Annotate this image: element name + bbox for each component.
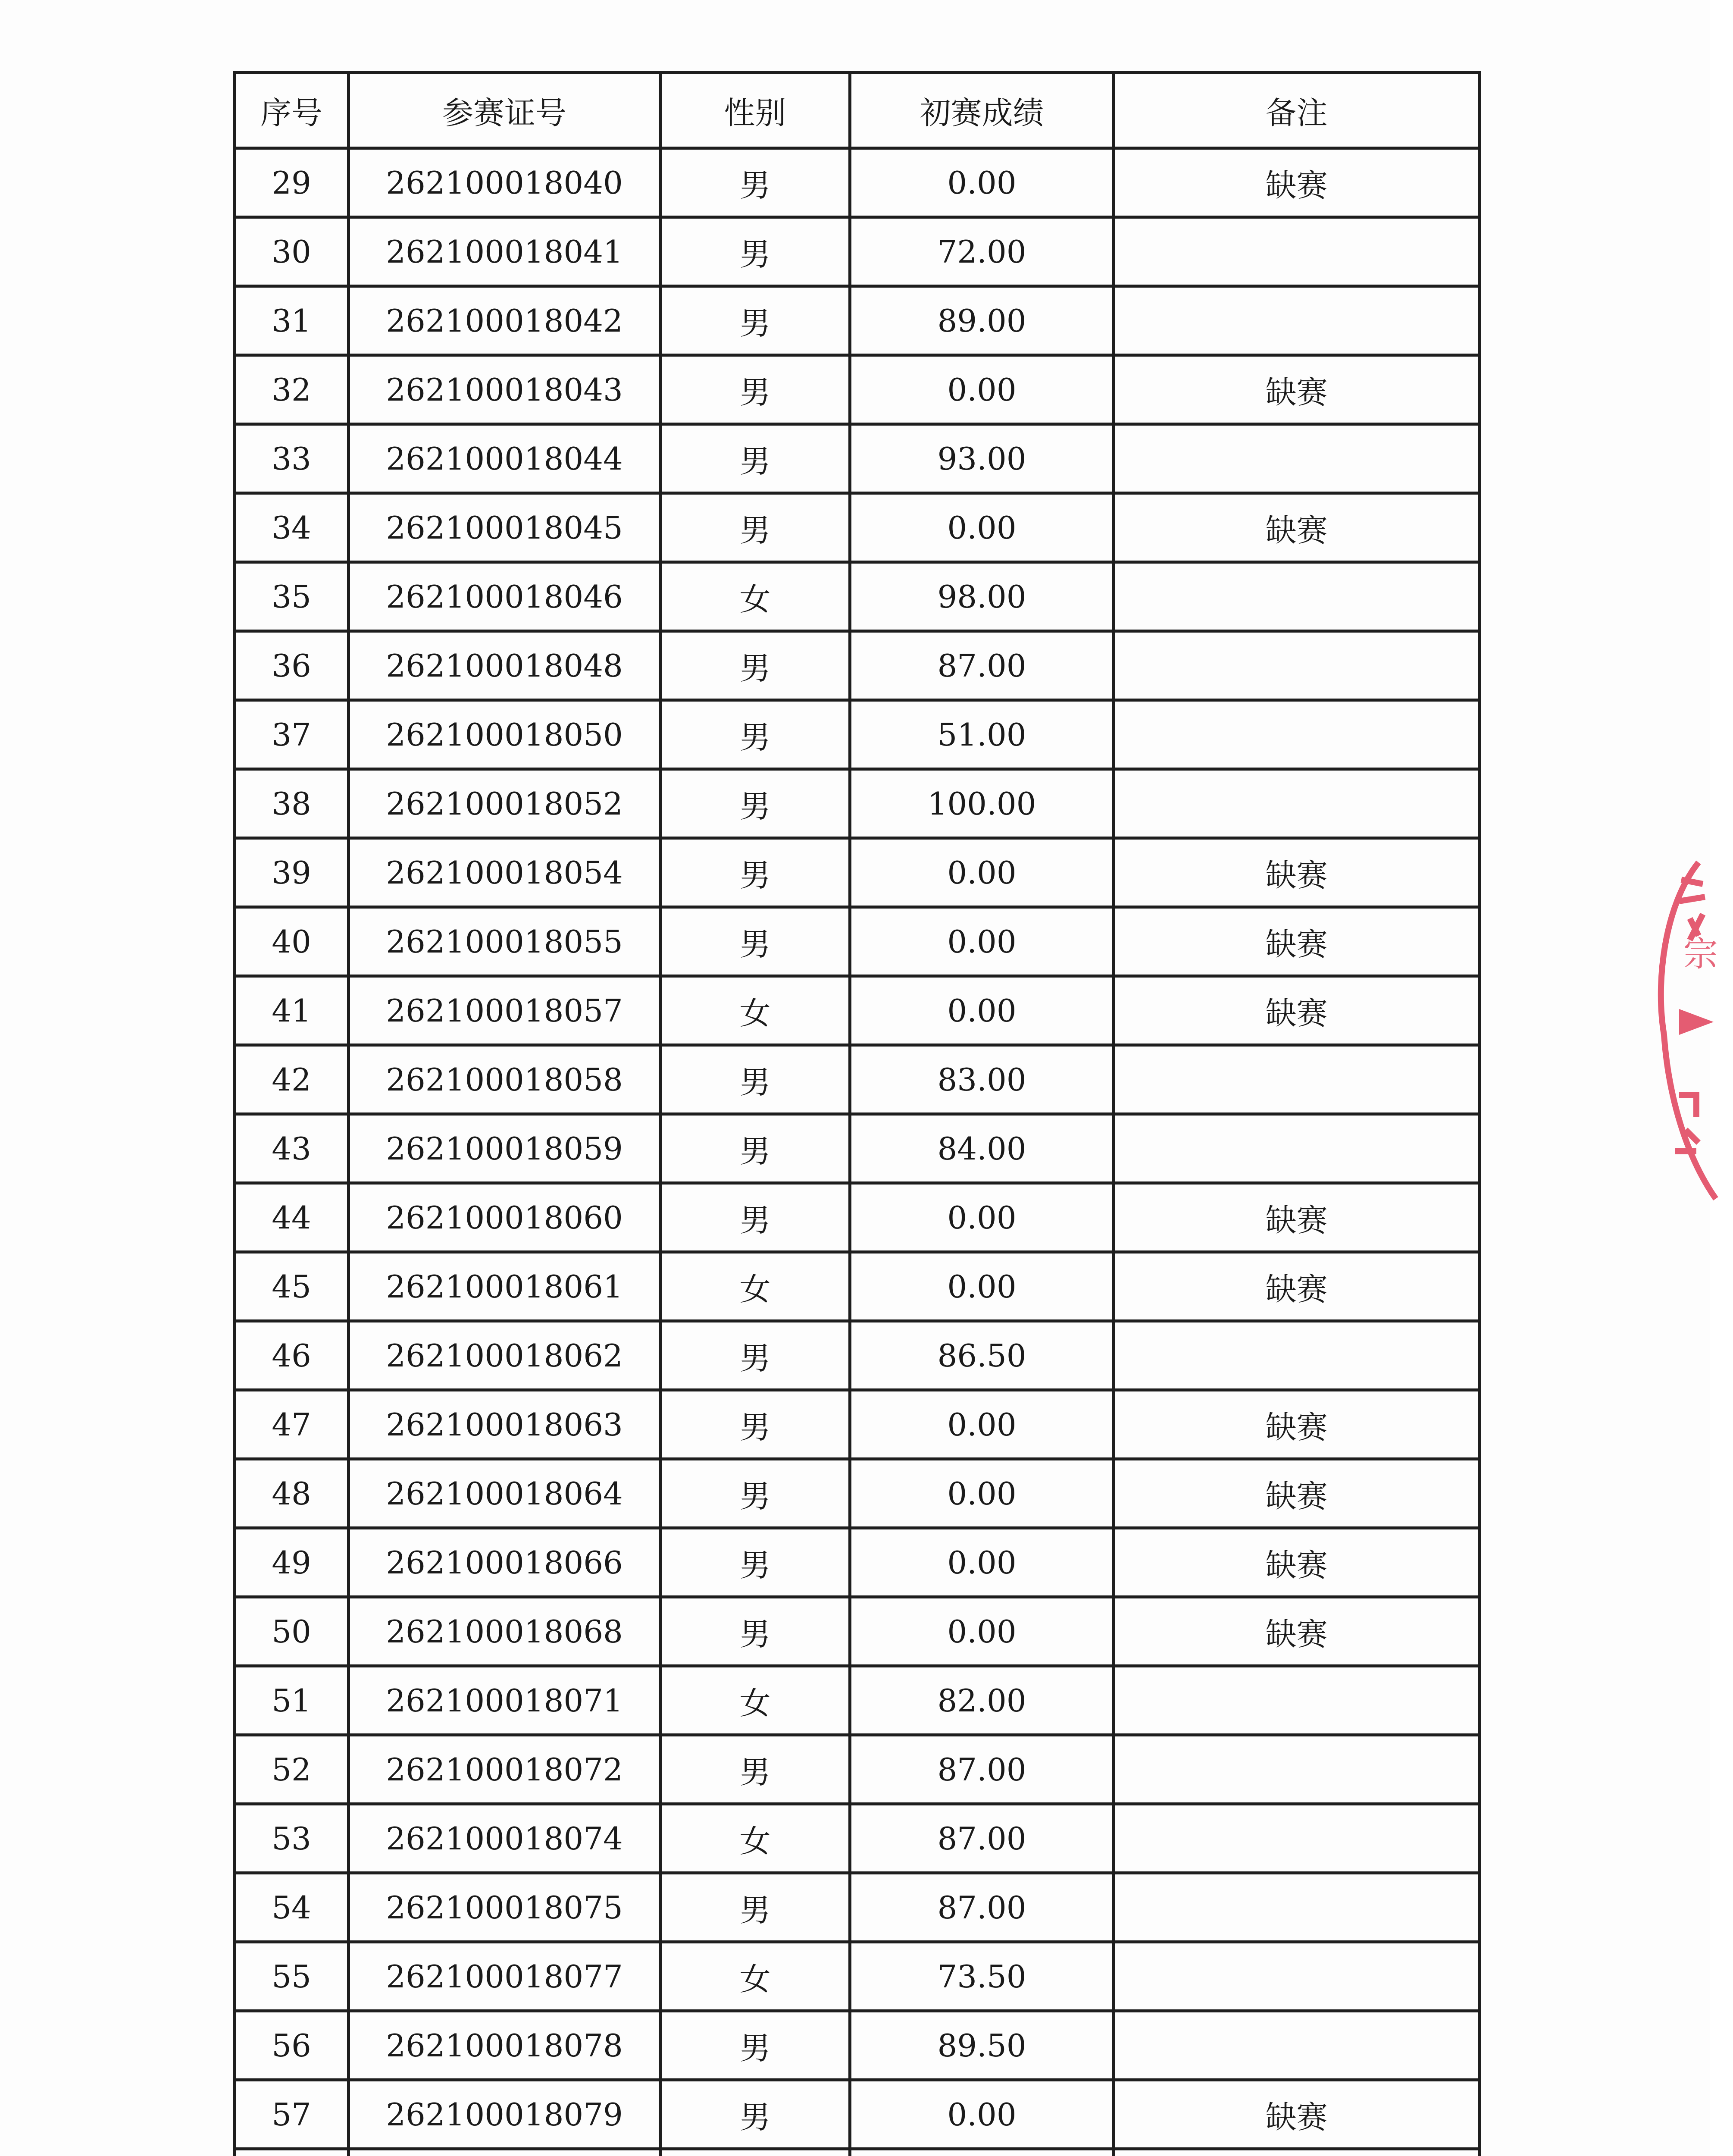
cell-remarks [1114,631,1480,700]
cell-preliminary-score: 51.00 [850,700,1114,769]
cell-seq: 52 [235,1735,349,1804]
cell-remarks [1114,1735,1480,1804]
cell-remarks: 缺赛 [1114,1390,1480,1459]
cell-seq: 29 [235,148,349,217]
cell-preliminary-score: 0.00 [850,1390,1114,1459]
cell-gender: 男 [660,217,850,286]
table-row [235,2011,1480,2080]
table-row [235,907,1480,976]
cell-remarks [1114,217,1480,286]
table-row [235,1528,1480,1597]
cell-preliminary-score: 87.00 [850,1804,1114,1873]
table-row [235,700,1480,769]
cell-remarks: 缺赛 [1114,1459,1480,1528]
cell-seq: 35 [235,562,349,631]
cell-remarks: 缺赛 [1114,1183,1480,1252]
table-row [235,493,1480,562]
cell-remarks [1114,769,1480,838]
cell-remarks [1114,1942,1480,2011]
cell-gender: 女 [660,1804,850,1873]
cell-preliminary-score: 0.00 [850,1183,1114,1252]
cell-preliminary-score: 73.50 [850,1942,1114,2011]
table-row [235,1252,1480,1321]
cell-remarks [1114,286,1480,355]
cell-seq: 31 [235,286,349,355]
cell-remarks: 缺赛 [1114,1597,1480,1666]
cell-gender: 男 [660,907,850,976]
cell-entry-number: 262100018077 [349,1942,660,2011]
cell-entry-number: 262100018057 [349,976,660,1045]
cell-remarks: 缺赛 [1114,148,1480,217]
score-table [233,71,1481,2156]
cell-gender: 男 [660,355,850,424]
cell-preliminary-score [850,2149,1114,2156]
table-body [235,148,1480,2156]
cell-entry-number: 262100018058 [349,1045,660,1114]
cell-entry-number: 262100018042 [349,286,660,355]
table-row [235,631,1480,700]
cell-gender: 男 [660,1183,850,1252]
cell-seq: 33 [235,424,349,493]
table-row [235,217,1480,286]
cell-remarks: 缺赛 [1114,355,1480,424]
cell-preliminary-score: 87.00 [850,1735,1114,1804]
cell-entry-number: 262100018063 [349,1390,660,1459]
cell-gender: 女 [660,976,850,1045]
cell-gender: 男 [660,2080,850,2149]
cell-seq: 37 [235,700,349,769]
cell-gender: 男 [660,1528,850,1597]
cell-remarks [1114,2011,1480,2080]
cell-preliminary-score: 82.00 [850,1666,1114,1735]
cell-seq: 48 [235,1459,349,1528]
table-row [235,148,1480,217]
table-row [235,769,1480,838]
cell-preliminary-score: 0.00 [850,2080,1114,2149]
cell-entry-number: 262100018060 [349,1183,660,1252]
table-row [235,1459,1480,1528]
cell-gender: 男 [660,286,850,355]
table-row [235,355,1480,424]
cell-entry-number: 262100018059 [349,1114,660,1183]
cell-gender: 男 [660,769,850,838]
cell-entry-number: 262100018072 [349,1735,660,1804]
cell-gender [660,2149,850,2156]
cell-preliminary-score: 0.00 [850,976,1114,1045]
cell-gender: 男 [660,1459,850,1528]
table-row [235,562,1480,631]
cell-preliminary-score: 87.00 [850,631,1114,700]
cell-seq: 36 [235,631,349,700]
cell-remarks [1114,700,1480,769]
cell-seq: 38 [235,769,349,838]
cell-entry-number: 262100018075 [349,1873,660,1942]
cell-remarks: 缺赛 [1114,2080,1480,2149]
cell-entry-number: 262100018050 [349,700,660,769]
table-row [235,1804,1480,1873]
cell-gender: 男 [660,838,850,907]
cell-gender: 男 [660,1321,850,1390]
cell-entry-number: 262100018054 [349,838,660,907]
cell-seq: 41 [235,976,349,1045]
cell-seq: 39 [235,838,349,907]
cell-preliminary-score: 0.00 [850,355,1114,424]
cell-entry-number: 262100018078 [349,2011,660,2080]
cell-entry-number: 262100018062 [349,1321,660,1390]
cell-entry-number: 262100018048 [349,631,660,700]
table-row [235,1183,1480,1252]
cell-entry-number: 262100018071 [349,1666,660,1735]
header-seq: 序号 [235,73,349,148]
cell-remarks: 缺赛 [1114,493,1480,562]
cell-preliminary-score: 0.00 [850,907,1114,976]
cell-remarks [1114,1666,1480,1735]
cell-preliminary-score: 0.00 [850,1252,1114,1321]
cell-preliminary-score: 0.00 [850,1528,1114,1597]
cell-entry-number: 262100018079 [349,2080,660,2149]
table-row [235,1114,1480,1183]
cell-seq: 47 [235,1390,349,1459]
cell-remarks [1114,1045,1480,1114]
cell-gender: 男 [660,148,850,217]
cell-gender: 男 [660,1597,850,1666]
cell-seq: 46 [235,1321,349,1390]
cell-remarks [1114,2149,1480,2156]
cell-seq: 30 [235,217,349,286]
cell-seq: 34 [235,493,349,562]
cell-remarks: 缺赛 [1114,976,1480,1045]
cell-gender: 男 [660,493,850,562]
cell-seq: 57 [235,2080,349,2149]
official-seal-fragment [1638,854,1733,1207]
cell-preliminary-score: 84.00 [850,1114,1114,1183]
cell-gender: 男 [660,1735,850,1804]
cell-remarks [1114,562,1480,631]
table-row [235,1666,1480,1735]
cell-remarks [1114,1114,1480,1183]
cell-entry-number: 262100018040 [349,148,660,217]
cell-seq: 50 [235,1597,349,1666]
cell-remarks [1114,424,1480,493]
header-remarks: 备注 [1114,73,1480,148]
cell-preliminary-score: 86.50 [850,1321,1114,1390]
cell-seq: 42 [235,1045,349,1114]
cell-preliminary-score: 93.00 [850,424,1114,493]
cell-preliminary-score: 0.00 [850,493,1114,562]
header-gender: 性别 [660,73,850,148]
cell-gender: 女 [660,562,850,631]
cell-gender: 男 [660,631,850,700]
cell-gender: 女 [660,1252,850,1321]
cell-seq: 40 [235,907,349,976]
cell-gender: 男 [660,1045,850,1114]
table-row [235,1873,1480,1942]
cell-entry-number: 262100018074 [349,1804,660,1873]
cell-seq: 54 [235,1873,349,1942]
cell-seq: 49 [235,1528,349,1597]
seal-fragment-char: 宗 [1683,934,1718,974]
cell-gender: 女 [660,1666,850,1735]
cell-entry-number: 262100018045 [349,493,660,562]
cell-preliminary-score: 87.00 [850,1873,1114,1942]
cell-seq: 55 [235,1942,349,2011]
cell-seq: 45 [235,1252,349,1321]
cell-preliminary-score: 83.00 [850,1045,1114,1114]
table-row [235,286,1480,355]
cell-preliminary-score: 100.00 [850,769,1114,838]
cell-preliminary-score: 0.00 [850,1597,1114,1666]
table-row [235,838,1480,907]
cell-gender: 男 [660,1390,850,1459]
cell-entry-number: 262100018041 [349,217,660,286]
header-entry-number: 参赛证号 [349,73,660,148]
table-header-row [235,73,1480,148]
table-row [235,2080,1480,2149]
header-preliminary-score: 初赛成绩 [850,73,1114,148]
cell-remarks [1114,1804,1480,1873]
table-row [235,1735,1480,1804]
cell-preliminary-score: 0.00 [850,148,1114,217]
cell-remarks: 缺赛 [1114,838,1480,907]
cell-seq: 32 [235,355,349,424]
cell-preliminary-score: 72.00 [850,217,1114,286]
cell-entry-number: 262100018064 [349,1459,660,1528]
cell-gender: 男 [660,2011,850,2080]
cell-preliminary-score: 0.00 [850,838,1114,907]
cell-remarks [1114,1873,1480,1942]
table-row [235,976,1480,1045]
cell-seq: 56 [235,2011,349,2080]
table-row [235,1942,1480,2011]
cell-remarks: 缺赛 [1114,907,1480,976]
cell-preliminary-score: 89.00 [850,286,1114,355]
cell-gender: 男 [660,1114,850,1183]
cell-entry-number: 262100018046 [349,562,660,631]
cell-entry-number: 262100018066 [349,1528,660,1597]
table-row [235,1390,1480,1459]
cell-gender: 男 [660,1873,850,1942]
cell-remarks: 缺赛 [1114,1528,1480,1597]
cell-gender: 男 [660,700,850,769]
cell-entry-number: 262100018055 [349,907,660,976]
cell-preliminary-score: 89.50 [850,2011,1114,2080]
table-row [235,1321,1480,1390]
cell-entry-number [349,2149,660,2156]
cell-preliminary-score: 0.00 [850,1459,1114,1528]
table-row [235,1597,1480,1666]
cell-remarks [1114,1321,1480,1390]
cell-seq [235,2149,349,2156]
cell-seq: 44 [235,1183,349,1252]
cell-remarks: 缺赛 [1114,1252,1480,1321]
cell-entry-number: 262100018068 [349,1597,660,1666]
cell-gender: 男 [660,424,850,493]
cell-preliminary-score: 98.00 [850,562,1114,631]
cell-seq: 43 [235,1114,349,1183]
cell-entry-number: 262100018052 [349,769,660,838]
table-row [235,1045,1480,1114]
cell-gender: 女 [660,1942,850,2011]
table-row [235,424,1480,493]
cell-entry-number: 262100018061 [349,1252,660,1321]
cell-entry-number: 262100018043 [349,355,660,424]
cell-seq: 53 [235,1804,349,1873]
table-row [235,2149,1480,2156]
cell-entry-number: 262100018044 [349,424,660,493]
cell-seq: 51 [235,1666,349,1735]
